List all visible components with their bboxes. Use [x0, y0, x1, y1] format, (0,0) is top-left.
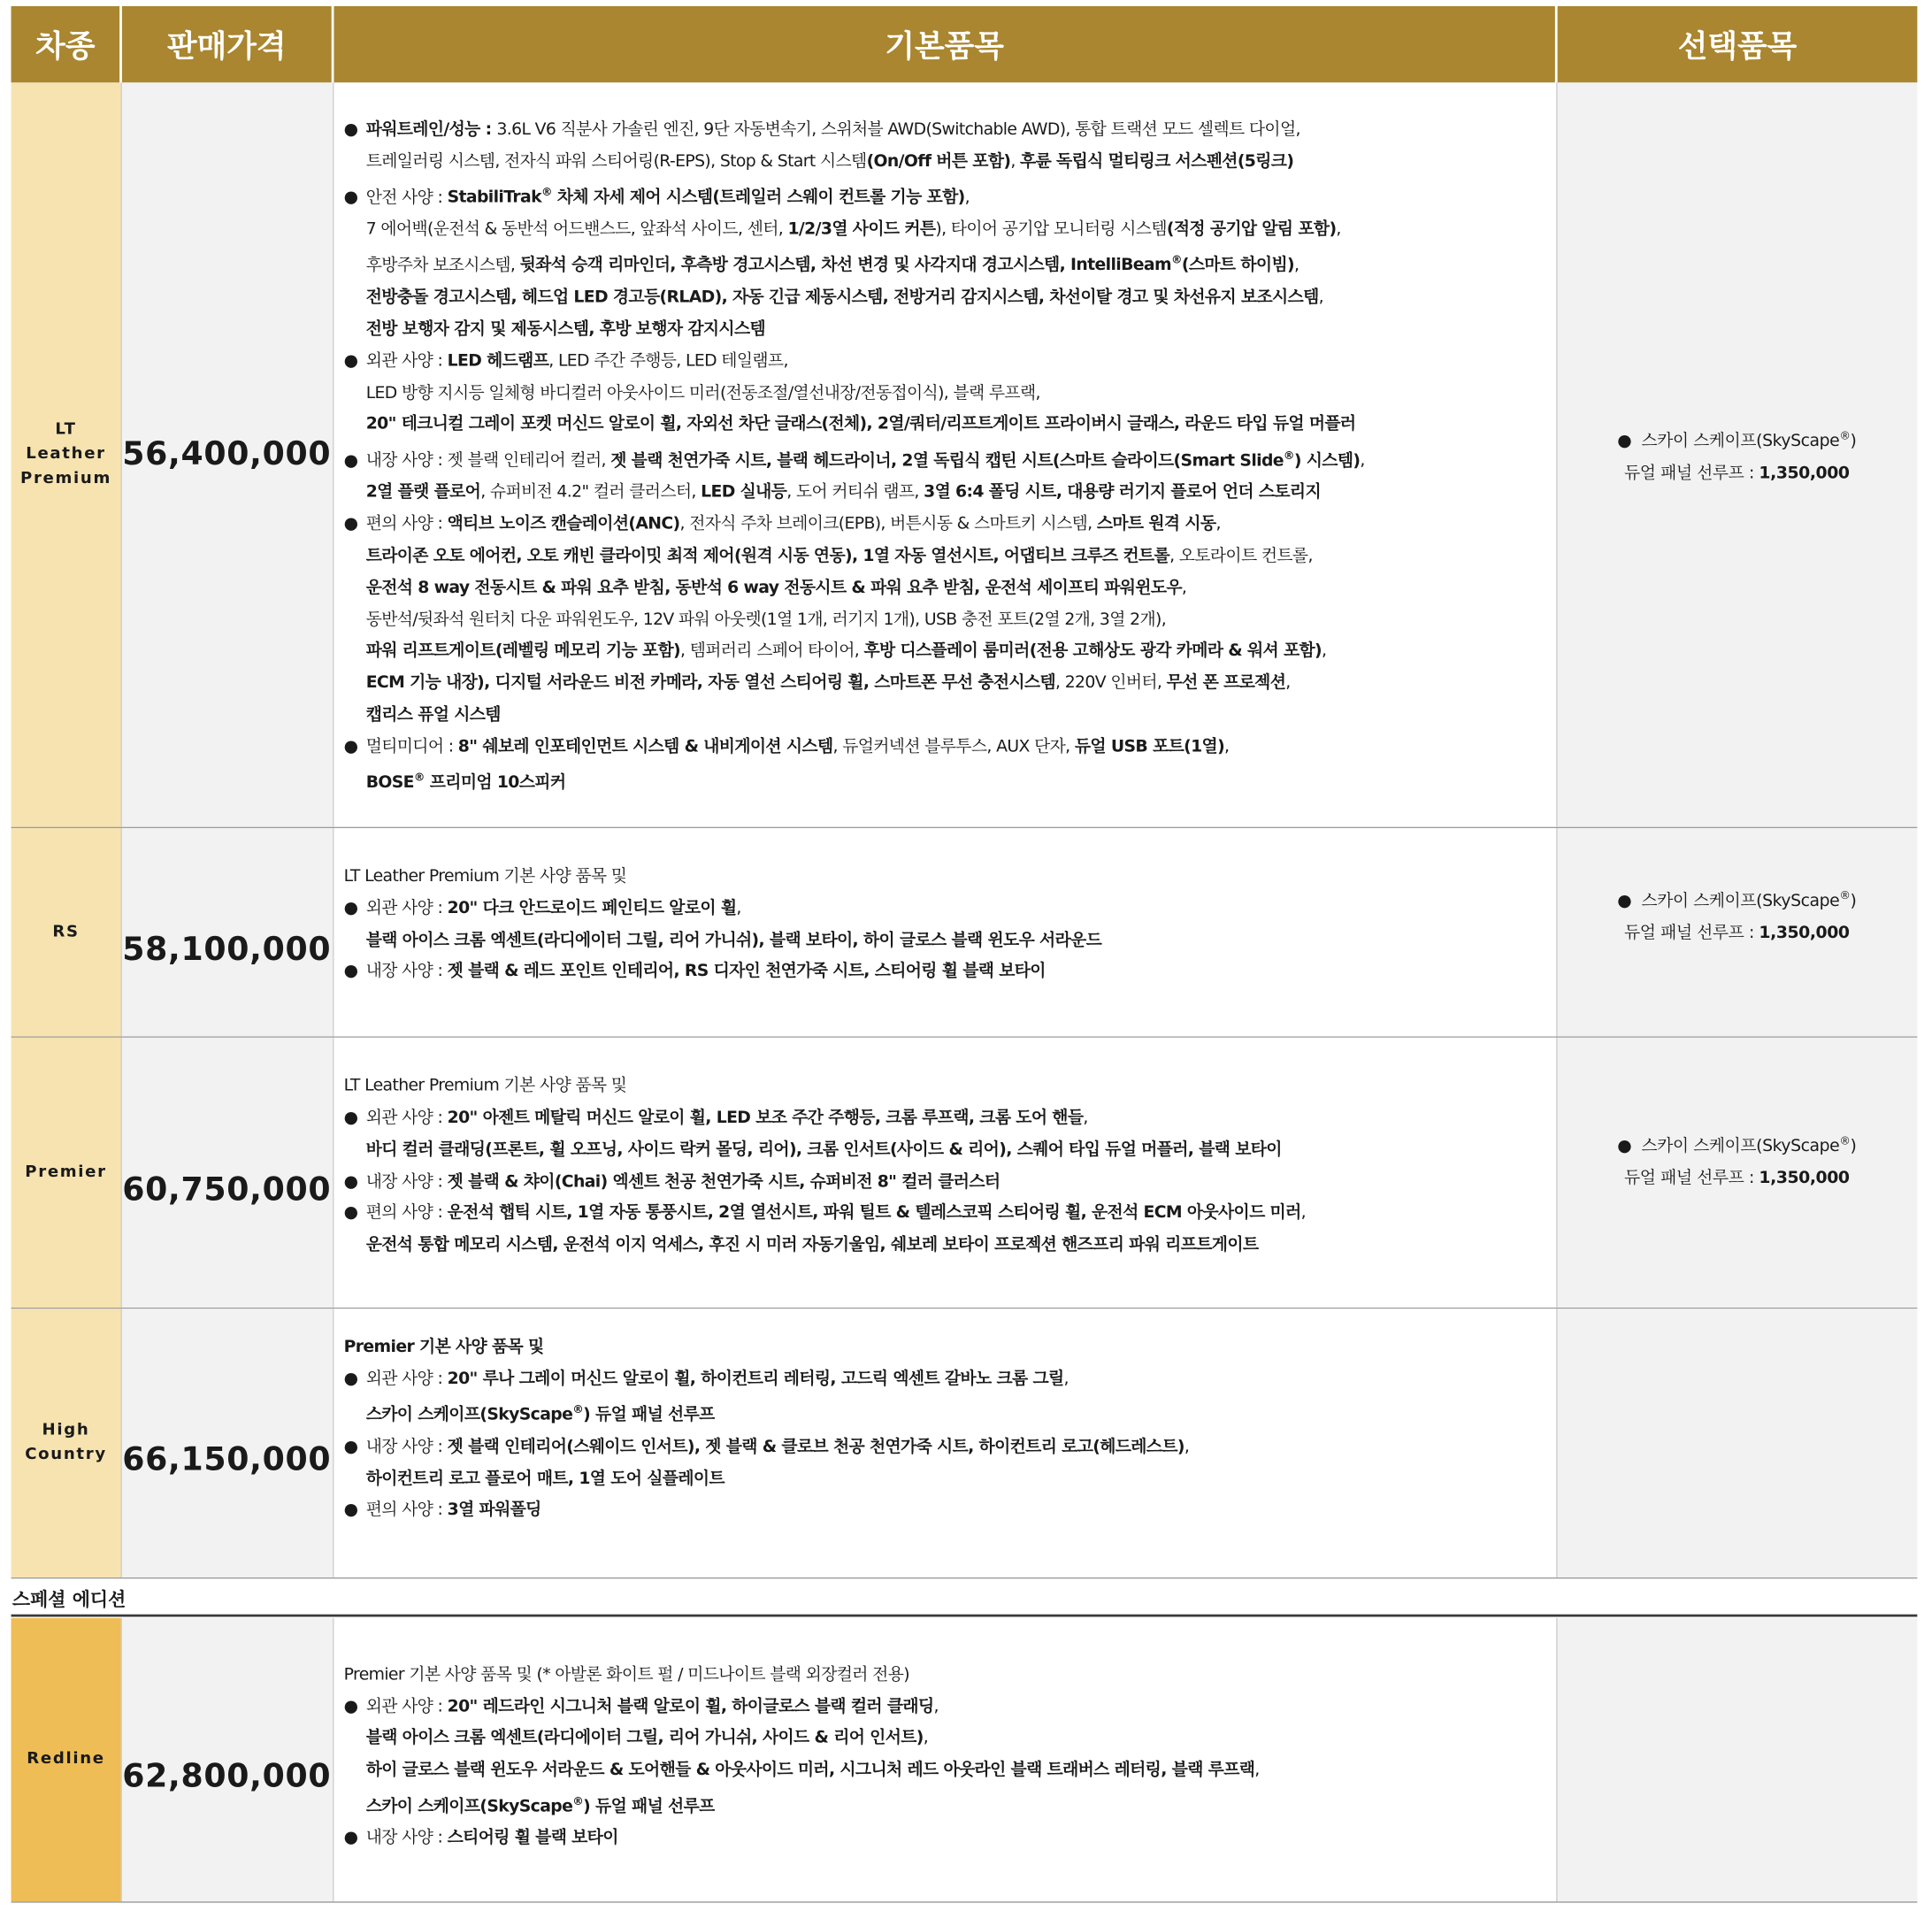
bullet-icon: ●	[343, 898, 358, 918]
feature-line: 전방 보행자 감지 및 제동시스템, 후방 보행자 감지시스템	[365, 318, 766, 339]
feature-line: 20" 테크니컬 그레이 포켓 머신드 알로이 휠, 자외선 차단 글래스(전체), 2열/쿼터/리프트게이트 프라이버시 글래스, 라운드 타입 듀얼 머플러	[365, 414, 1356, 434]
optional-features	[1556, 1038, 1917, 1308]
bullet-icon: ●	[343, 188, 358, 208]
standard-features	[333, 1618, 1556, 1901]
standard-features	[333, 828, 1556, 1036]
bullet-icon: ●	[343, 1369, 358, 1389]
bullet-icon: ●	[343, 736, 358, 756]
header-price: 판매가격	[122, 6, 332, 82]
feature-bullet: ● 외관 사양 : LED 헤드램프, LED 주간 주행등, LED 테일램프,	[344, 346, 1557, 378]
bullet-icon: ●	[343, 119, 358, 140]
bullet-icon: ●	[343, 1202, 358, 1224]
feature-line: 동반석/뒷좌석 원터치 다운 파워윈도우, 12V 파워 아웃렛(1열 1개, 러기지 1개), USB 충전 포트(2열 2개, 3열 2개),	[365, 609, 1167, 630]
bullet-icon: ●	[343, 1828, 358, 1848]
table-bottom-rule	[12, 1901, 1918, 1902]
trim-name-text: Redline	[27, 1749, 105, 1769]
option-sunroof: ● 스카이 스케이프(SkyScape®) 듀얼 패널 선루프 : 1,350,000	[1617, 1135, 1857, 1189]
bullet-icon: ●	[343, 961, 358, 982]
feature-line: 캡리스 퓨얼 시스템	[365, 704, 501, 725]
optional-features	[1556, 828, 1917, 1036]
feature-bullet: ● 내장 사양 : 젯 블랙 & 레드 포인트 인테리어, RS 디자인 천연가죽 시트, 스티어링 휠 블랙 보타이	[344, 956, 1557, 988]
option-sunroof: ● 스카이 스케이프(SkyScape®) 듀얼 패널 선루프 : 1,350,000	[1617, 890, 1857, 943]
intro-text: LT Leather Premium 기본 사양 품목 및	[343, 866, 627, 886]
feature-line: 2열 플랫 플로어, 슈퍼비전 4.2" 컬러 클러스터, LED 실내등, 도어 커티쉬 램프, 3열 6:4 폴딩 시트, 대용량 러기지 플로어 언더 스토리지	[365, 482, 1322, 503]
feature-bullet: ● 외관 사양 : 20" 루나 그레이 머신드 알로이 휠, 하이컨트리 레터링, 고드릭 엑센트 갈바노 크롬 그릴,	[344, 1363, 1557, 1395]
trim-price: 66,150,000	[121, 1309, 334, 1577]
trim-price: 60,750,000	[121, 1038, 334, 1308]
feature-line: 운전석 8 way 전동시트 & 파워 요추 받침, 동반석 6 way 전동시트 & 파워 요추 받침, 운전석 세이프티 파워윈도우,	[365, 577, 1187, 598]
feature-line: 전방충돌 경고시스템, 헤드업 LED 경고등(RLAD), 자동 긴급 제동시스템, 전방거리 감지시스템, 차선이탈 경고 및 차선유지 보조시스템,	[365, 287, 1323, 307]
bullet-icon: ●	[1617, 1136, 1632, 1156]
feature-bullet: ● 파워트레인/성능 : 3.6L V6 직분사 가솔린 엔진, 9단 자동변속기, 스위처블 AWD(Switchable AWD), 통합 트랙션 모드 셀렉트 다이얼,	[344, 115, 1557, 147]
bullet-icon: ●	[1617, 891, 1632, 911]
header-options: 선택품목	[1558, 6, 1918, 82]
trim-name-text: RS	[52, 922, 80, 941]
feature-bullet: ● 내장 사양 : 젯 블랙 인테리어(스웨이드 인서트), 젯 블랙 & 클로브 천공 천연가죽 시트, 하이컨트리 로고(헤드레스트),	[344, 1431, 1557, 1463]
bullet-icon: ●	[343, 1108, 358, 1128]
feature-bullet: ● 편의 사양 : 3열 파워폴딩	[344, 1495, 1557, 1527]
feature-line: BOSE® 프리미엄 10스피커	[365, 771, 566, 793]
standard-features	[333, 1038, 1556, 1308]
optional-features	[1556, 1618, 1917, 1901]
feature-line: 트라이존 오토 에어컨, 오토 캐빈 클라이밋 최적 제어(원격 시동 연동), 1열 자동 열선시트, 어댑티브 크루즈 컨트롤, 오토라이트 컨트롤,	[365, 546, 1313, 566]
trim-name-text: LT Leather Premium	[20, 419, 112, 488]
trim-row-high-country	[12, 1309, 1918, 1578]
feature-line: 바디 컬러 클래딩(프론트, 휠 오프닝, 사이드 락커 몰딩, 리어), 크롬 인서트(사이드 & 리어), 스퀘어 타입 듀얼 머플러, 블랙 보타이	[365, 1140, 1282, 1160]
standard-features	[333, 82, 1556, 826]
bullet-icon: ●	[343, 514, 358, 534]
feature-line: ECM 기능 내장), 디지털 서라운드 비전 카메라, 자동 열선 스티어링 휠, 스마트폰 무선 충전시스템, 220V 인버터, 무선 폰 프로젝션,	[365, 672, 1291, 694]
trim-price: 58,100,000	[121, 828, 334, 1036]
feature-bullet: ● 편의 사양 : 운전석 햅틱 시트, 1열 자동 통풍시트, 2열 열선시트, 파워 틸트 & 텔레스코픽 스티어링 휠, 운전석 ECM 아웃사이드 미러,	[344, 1198, 1557, 1230]
intro-text: LT Leather Premium 기본 사양 품목 및	[343, 1076, 627, 1096]
feature-line: 스카이 스케이프(SkyScape®) 듀얼 패널 선루프	[365, 1795, 715, 1816]
option-sunroof: ● 스카이 스케이프(SkyScape®) 듀얼 패널 선루프 : 1,350,000	[1617, 430, 1857, 483]
feature-line: 트레일러링 시스템, 전자식 파워 스티어링(R-EPS), Stop & Start 시스템(On/Off 버튼 포함), 후륜 독립식 멀티링크 서스펜션(5링크)	[365, 151, 1294, 172]
trim-price: 56,400,000	[121, 82, 334, 826]
bullet-icon: ●	[343, 450, 358, 471]
trim-row-lt-leather-premium	[12, 82, 1918, 828]
feature-line: 스카이 스케이프(SkyScape®) 듀얼 패널 선루프	[365, 1404, 715, 1425]
feature-bullet: ● 내장 사양 : 스티어링 휠 블랙 보타이	[344, 1823, 1557, 1855]
intro-text: Premier 기본 사양 품목 및	[343, 1337, 544, 1357]
feature-line: 파워 리프트게이트(레벨링 메모리 기능 포함), 템퍼러리 스페어 타이어, 후방 디스플레이 룸미러(전용 고해상도 광각 카메라 & 워셔 포함),	[365, 641, 1327, 662]
bullet-icon: ●	[1617, 431, 1632, 451]
feature-line: 운전석 통합 메모리 시스템, 운전석 이지 억세스, 후진 시 미러 자동기울임, 쉐보레 보타이 프로젝션 핸즈프리 파워 리프트게이트	[365, 1234, 1259, 1255]
trim-row-premier	[12, 1038, 1918, 1309]
special-edition-label: 스페셜 에디션	[12, 1588, 126, 1611]
trim-name	[12, 828, 121, 1036]
bullet-icon: ●	[343, 1436, 358, 1457]
bullet-icon: ●	[343, 350, 358, 371]
header-standard: 기본품목	[334, 6, 1554, 82]
feature-line: 하이 글로스 블랙 윈도우 서라운드 & 도어핸들 & 아웃사이드 미러, 시그니처 레드 아웃라인 블랙 트래버스 레터링, 블랙 루프랙,	[365, 1760, 1260, 1780]
header-model: 차종	[12, 6, 120, 82]
feature-line: LED 방향 지시등 일체형 바디컬러 아웃사이드 미러(전동조절/열선내장/전동접이식), 블랙 루프랙,	[365, 382, 1040, 403]
trim-name	[12, 1618, 121, 1901]
trim-row-rs	[12, 828, 1918, 1038]
feature-bullet: ● 외관 사양 : 20" 다크 안드로이드 페인티드 알로이 휠,	[344, 893, 1557, 925]
trim-name-text: Premier	[25, 1163, 107, 1182]
feature-bullet: ● 멀티미디어 : 8" 쉐보레 인포테인먼트 시스템 & 내비게이션 시스템, 듀얼커넥션 블루투스, AUX 단자, 듀얼 USB 포트(1열),	[344, 732, 1557, 764]
feature-line: 블랙 아이스 크롬 엑센트(라디에이터 그릴, 리어 가니쉬), 블랙 보타이, 하이 글로스 블랙 윈도우 서라운드	[365, 929, 1102, 950]
feature-line: 블랙 아이스 크롬 엑센트(라디에이터 그릴, 리어 가니쉬, 사이드 & 리어 인서트),	[365, 1728, 929, 1748]
bullet-icon: ●	[343, 1696, 358, 1716]
trim-name	[12, 1038, 121, 1308]
trim-name-text: High Country	[25, 1421, 107, 1464]
bullet-icon: ●	[343, 1170, 358, 1192]
feature-line: 하이컨트리 로고 플로어 매트, 1열 도어 실플레이트	[365, 1468, 724, 1488]
trim-name	[12, 1309, 121, 1577]
feature-bullet: ● 외관 사양 : 20" 아젠트 메탈릭 머신드 알로이 휠, LED 보조 주간 주행등, 크롬 루프랙, 크롬 도어 핸들,	[344, 1103, 1557, 1135]
feature-bullet: ● 내장 사양 : 젯 블랙 인테리어 컬러, 젯 블랙 천연가죽 시트, 블랙 헤드라이너, 2열 독립식 캡틴 시트(스마트 슬라이드(Smart Slide®) 시스템),	[344, 441, 1557, 478]
section-divider	[12, 1615, 1918, 1617]
feature-line: 7 에어백(운전석 & 동반석 어드밴스드, 앞좌석 사이드, 센터, 1/2/3열 사이드 커튼), 타이어 공기압 모니터링 시스템(적정 공기압 알림 포함),	[365, 219, 1341, 240]
feature-bullet: ● 외관 사양 : 20" 레드라인 시그니처 블랙 알로이 휠, 하이글로스 블랙 컬러 클래딩,	[344, 1692, 1557, 1723]
intro-text: Premier 기본 사양 품목 및 (* 아발론 화이트 펄 / 미드나이트 블랙 외장컬러 전용)	[343, 1664, 909, 1685]
feature-bullet: ● 안전 사양 : StabiliTrak® 차체 자세 제어 시스템(트레일러 스웨이 컨트롤 기능 포함),	[344, 179, 1557, 215]
trim-name	[12, 82, 121, 826]
feature-line: 후방주차 보조시스템, 뒷좌석 승객 리마인더, 후측방 경고시스템, 차선 변경 및 사각지대 경고시스템, IntelliBeam®(스마트 하이빔),	[365, 255, 1300, 276]
trim-price: 62,800,000	[121, 1618, 334, 1901]
optional-features	[1556, 82, 1917, 826]
feature-bullet: ● 편의 사양 : 액티브 노이즈 캔슬레이션(ANC), 전자식 주차 브레이크(EPB), 버튼시동 & 스마트키 시스템, 스마트 원격 시동,	[344, 510, 1557, 541]
trim-row-redline	[12, 1618, 1918, 1901]
feature-bullet: ● 내장 사양 : 젯 블랙 & 챠이(Chai) 엑센트 천공 천연가죽 시트, 슈퍼비전 8" 컬러 클러스터	[344, 1166, 1557, 1198]
bullet-icon: ●	[343, 1500, 358, 1520]
optional-features	[1556, 1309, 1917, 1577]
standard-features	[333, 1309, 1556, 1577]
